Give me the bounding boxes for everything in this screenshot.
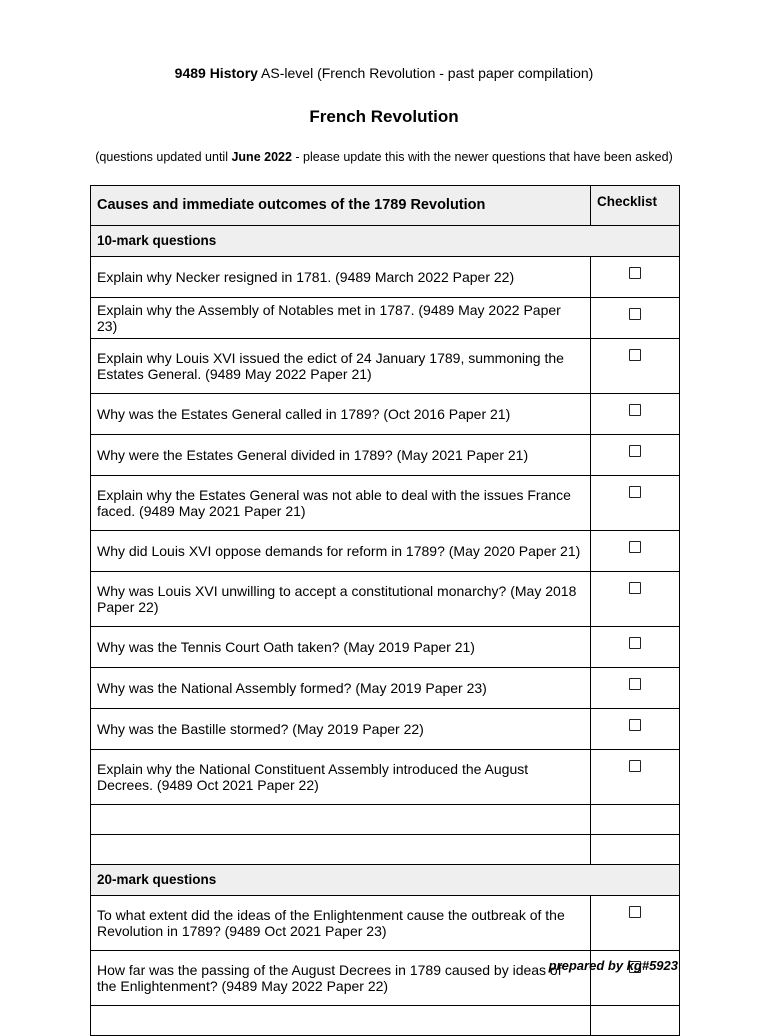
question-text: Explain why the Estates General was not able to deal with the issues France faced. (9489 May 2021 Paper 21) bbox=[91, 476, 591, 531]
question-row bbox=[91, 298, 680, 339]
checkbox[interactable] bbox=[629, 445, 641, 457]
update-note-pre: (questions updated until bbox=[95, 150, 232, 164]
empty-row bbox=[91, 1006, 680, 1036]
question-row bbox=[91, 572, 680, 627]
question-text: Why did Louis XVI oppose demands for reform in 1789? (May 2020 Paper 21) bbox=[91, 531, 591, 572]
question-row bbox=[91, 668, 680, 709]
question-row bbox=[91, 257, 680, 298]
empty-cell[interactable] bbox=[91, 805, 591, 835]
question-text: To what extent did the ideas of the Enlightenment cause the outbreak of the Revolution in 1789? (9489 Oct 2021 Paper 23) bbox=[91, 896, 591, 951]
course-description: AS-level (French Revolution - past paper compilation) bbox=[257, 65, 594, 81]
section-heading: 20-mark questions bbox=[91, 865, 680, 896]
question-text: Why was the Tennis Court Oath taken? (May 2019 Paper 21) bbox=[91, 627, 591, 668]
question-text: Why was the National Assembly formed? (May 2019 Paper 23) bbox=[91, 668, 591, 709]
page-title: French Revolution bbox=[309, 107, 459, 126]
checkbox[interactable] bbox=[629, 906, 641, 918]
question-text: Explain why the Assembly of Notables met in 1787. (9489 May 2022 Paper 23) bbox=[91, 298, 591, 339]
update-note-date: June 2022 bbox=[231, 150, 292, 164]
empty-cell[interactable] bbox=[591, 805, 680, 835]
course-code: 9489 History bbox=[174, 65, 258, 81]
question-text: How far was the passing of the August Decrees in 1789 caused by ideas of the Enlightenment? (9489 May 2022 Paper 22) bbox=[91, 951, 591, 1006]
checkbox[interactable] bbox=[629, 678, 641, 690]
empty-row bbox=[91, 805, 680, 835]
checkbox[interactable] bbox=[629, 486, 641, 498]
question-text: Why were the Estates General divided in 1789? (May 2021 Paper 21) bbox=[91, 435, 591, 476]
question-row bbox=[91, 339, 680, 394]
empty-cell[interactable] bbox=[91, 1006, 591, 1036]
question-text: Explain why Louis XVI issued the edict of 24 January 1789, summoning the Estates General. (9489 May 2022 Paper 21) bbox=[91, 339, 591, 394]
table-header-row bbox=[91, 186, 680, 226]
question-row bbox=[91, 476, 680, 531]
checkbox[interactable] bbox=[629, 541, 641, 553]
question-text: Explain why the National Constituent Assembly introduced the August Decrees. (9489 Oct 2021 Paper 22) bbox=[91, 750, 591, 805]
questions-table bbox=[90, 185, 680, 1036]
checkbox[interactable] bbox=[629, 308, 641, 320]
question-text: Why was Louis XVI unwilling to accept a constitutional monarchy? (May 2018 Paper 22) bbox=[91, 572, 591, 627]
section-heading: 10-mark questions bbox=[91, 226, 680, 257]
update-note bbox=[0, 150, 768, 164]
empty-cell[interactable] bbox=[591, 1006, 680, 1036]
question-text: Why was the Estates General called in 1789? (Oct 2016 Paper 21) bbox=[91, 394, 591, 435]
checkbox[interactable] bbox=[629, 404, 641, 416]
checklist-header: Checklist bbox=[591, 186, 680, 226]
document-subtitle bbox=[0, 65, 768, 81]
question-row bbox=[91, 750, 680, 805]
empty-cell[interactable] bbox=[91, 835, 591, 865]
checkbox[interactable] bbox=[629, 267, 641, 279]
empty-row bbox=[91, 835, 680, 865]
author-credit: prepared by kg#5923 bbox=[548, 958, 678, 973]
question-row bbox=[91, 394, 680, 435]
checkbox[interactable] bbox=[629, 760, 641, 772]
section-row-10-mark bbox=[91, 226, 680, 257]
question-row bbox=[91, 531, 680, 572]
checkbox[interactable] bbox=[629, 582, 641, 594]
question-row bbox=[91, 709, 680, 750]
empty-cell[interactable] bbox=[591, 835, 680, 865]
question-text: Why was the Bastille stormed? (May 2019 Paper 22) bbox=[91, 709, 591, 750]
checkbox[interactable] bbox=[629, 637, 641, 649]
checkbox[interactable] bbox=[629, 719, 641, 731]
question-row bbox=[91, 896, 680, 951]
update-note-post: - please update this with the newer questions that have been asked) bbox=[291, 150, 673, 164]
question-row bbox=[91, 627, 680, 668]
question-text: Explain why Necker resigned in 1781. (9489 March 2022 Paper 22) bbox=[91, 257, 591, 298]
section-row-20-mark bbox=[91, 865, 680, 896]
question-row bbox=[91, 435, 680, 476]
checkbox[interactable] bbox=[629, 349, 641, 361]
topic-header: Causes and immediate outcomes of the 1789 Revolution bbox=[91, 186, 591, 226]
